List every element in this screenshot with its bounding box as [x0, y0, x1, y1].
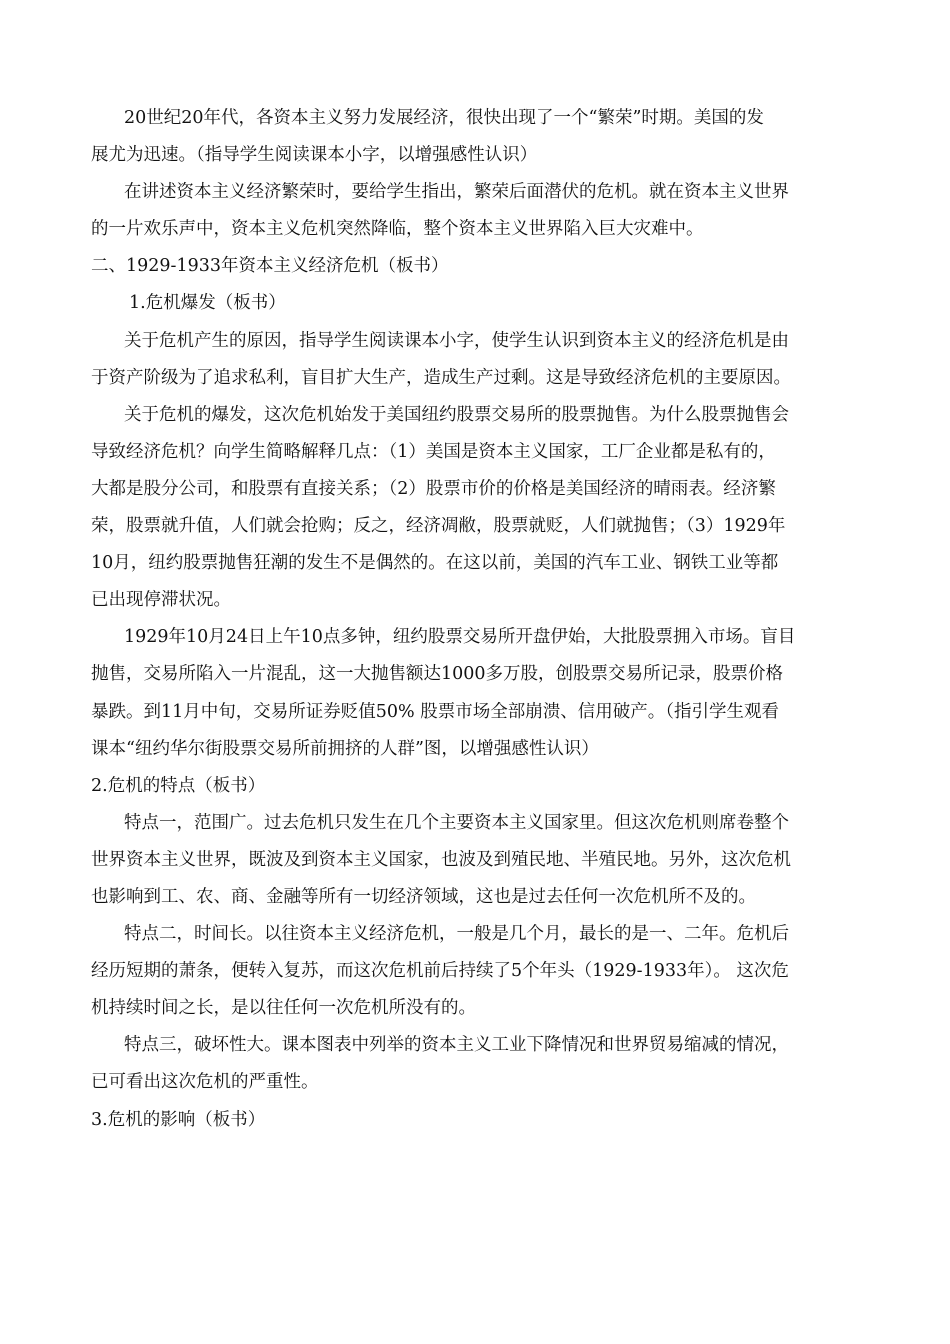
paragraph-line: 于资产阶级为了追求私利，盲目扩大生产，造成生产过剩。这是导致经济危机的主要原因。: [91, 367, 791, 388]
paragraph-line: 特点三，破坏性大。课本图表中列举的资本主义工业下降情况和世界贸易缩减的情况，: [124, 1035, 789, 1056]
section-heading: 二、1929-1933年资本主义经济危机（板书）: [91, 256, 449, 277]
paragraph-line: 关于危机产生的原因，指导学生阅读课本小字，使学生认识到资本主义的经济危机是由: [124, 330, 789, 351]
paragraph-line: 20世纪20年代，各资本主义努力发展经济，很快出现了一个“繁荣”时期。美国的发: [124, 108, 764, 128]
paragraph-line: 已可看出这次危机的严重性。: [91, 1072, 319, 1093]
paragraph-line: 10月，纽约股票抛售狂潮的发生不是偶然的。在这以前，美国的汽车工业、钢铁工业等都: [91, 553, 779, 574]
paragraph-line: 特点二，时间长。以往资本主义经济危机，一般是几个月，最长的是一、二年。危机后: [124, 924, 789, 945]
paragraph-line: 课本“纽约华尔街股票交易所前拥挤的人群”图，以增强感性认识）: [91, 738, 599, 759]
paragraph-line: 抛售，交易所陷入一片混乱，这一大抛售额达1000多万股，创股票交易所记录，股票价格: [91, 664, 784, 685]
paragraph-line: 暴跌。到11月中旬，交易所证券贬值50% 股票市场全部崩溃、信用破产。（指引学生观看: [91, 701, 779, 722]
paragraph-line: 大都是股分公司，和股票有直接关系；（2）股票市价的价格是美国经济的晴雨表。经济繁: [91, 478, 776, 499]
paragraph-line: 展尤为迅速。（指导学生阅读课本小字，以增强感性认识）: [91, 145, 538, 166]
paragraph-line: 1929年10月24日上午10点多钟，纽约股票交易所开盘伊始，大批股票拥入市场。盲目: [124, 627, 796, 648]
paragraph-line: 在讲述资本主义经济繁荣时，要给学生指出，繁荣后面潜伏的危机。就在资本主义世界: [124, 182, 789, 203]
subsection-heading: 3.危机的影响（板书）: [91, 1109, 266, 1130]
paragraph-line: 机持续时间之长，是以往任何一次危机所没有的。: [91, 998, 476, 1019]
paragraph-line: 世界资本主义世界，既波及到资本主义国家，也波及到殖民地、半殖民地。另外，这次危机: [91, 849, 791, 870]
paragraph-line: 导致经济危机？向学生简略解释几点：（1）美国是资本主义国家，工厂企业都是私有的，: [91, 441, 776, 462]
paragraph-line: 关于危机的爆发，这次危机始发于美国纽约股票交易所的股票抛售。为什么股票抛售会: [124, 404, 789, 425]
subsection-heading: 2.危机的特点（板书）: [91, 775, 266, 796]
paragraph-line: 特点一，范围广。过去危机只发生在几个主要资本主义国家里。但这次危机则席卷整个: [124, 812, 789, 833]
paragraph-line: 经历短期的萧条，便转入复苏，而这次危机前后持续了5个年头（1929-1933年）。 这次危: [91, 961, 789, 982]
paragraph-line: 的一片欢乐声中，资本主义危机突然降临，整个资本主义世界陷入巨大灾难中。: [91, 219, 704, 240]
paragraph-line: 荣，股票就升值，人们就会抢购；反之，经济凋敝，股票就贬，人们就抛售；（3）1929年: [91, 516, 786, 537]
subsection-heading: 1.危机爆发（板书）: [129, 293, 286, 314]
paragraph-line: 已出现停滞状况。: [91, 590, 231, 611]
paragraph-line: 也影响到工、农、商、金融等所有一切经济领域，这也是过去任何一次危机所不及的。: [91, 886, 756, 907]
